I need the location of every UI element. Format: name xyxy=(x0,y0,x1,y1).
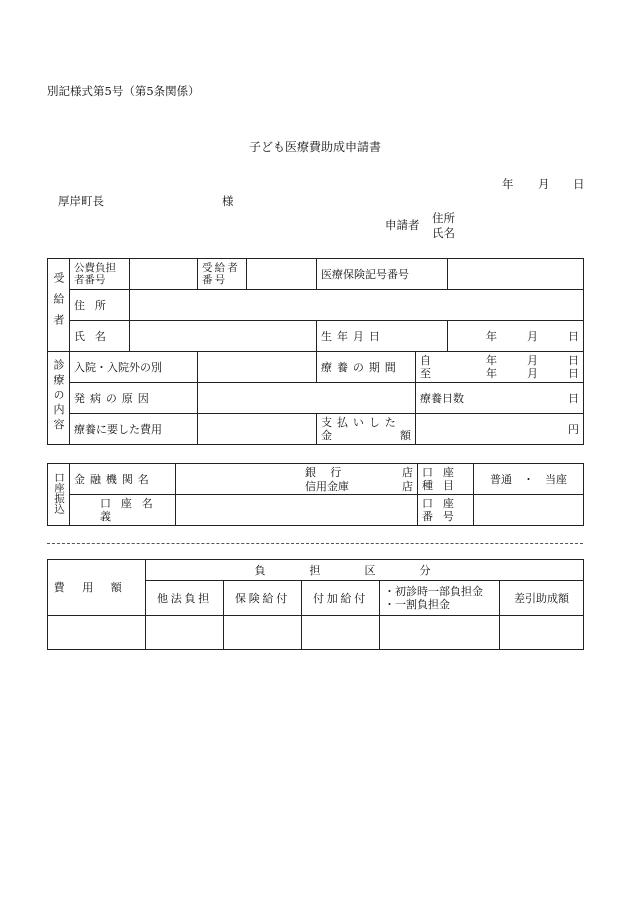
honorific: 様 xyxy=(222,194,234,208)
period-from-year: 年 xyxy=(486,354,497,367)
period-from-day: 日 xyxy=(568,354,579,367)
period-from-label: 自 xyxy=(420,354,431,367)
account-no-input[interactable] xyxy=(474,495,584,526)
cause-label: 発病の原因 xyxy=(70,383,198,414)
cost-amount-input[interactable] xyxy=(48,616,146,650)
insurance-no-input[interactable] xyxy=(448,259,584,290)
account-type-label-line2: 種目 xyxy=(422,479,464,492)
bank-group-cell xyxy=(48,464,70,526)
period-to-month: 月 xyxy=(527,367,538,380)
insurance-no-label: 医療保険記号番号 xyxy=(317,259,448,290)
date-day-label: 日 xyxy=(573,177,585,191)
birthdate-input[interactable] xyxy=(448,321,584,352)
care-group-label: 診療の内容 xyxy=(52,359,65,434)
recipient-group-label: 受給者 xyxy=(52,272,65,335)
net-input[interactable] xyxy=(500,616,584,650)
treatment-days-label: 療養日数 xyxy=(420,391,464,405)
institution-input[interactable] xyxy=(176,464,418,495)
burden-header: 負担区分 xyxy=(146,560,584,581)
page-title: 子ども医療費助成申請書 xyxy=(248,140,381,154)
col-net: 差引助成額 xyxy=(500,581,584,616)
col-copay-line2: ・一割負担金 xyxy=(384,598,450,611)
insurance-input[interactable] xyxy=(224,616,302,650)
public-payer-input[interactable] xyxy=(130,259,198,290)
treatment-days-unit: 日 xyxy=(568,391,579,405)
applicant-label: 申請者 xyxy=(385,218,420,232)
copay-input[interactable] xyxy=(380,616,500,650)
period-input[interactable] xyxy=(416,352,584,383)
recipient-no-label: 受給者番号 xyxy=(198,259,247,290)
period-to-day: 日 xyxy=(568,367,579,380)
main-table xyxy=(47,258,584,445)
date-year-label: 年 xyxy=(502,177,514,191)
name-input[interactable] xyxy=(130,321,317,352)
cause-input[interactable] xyxy=(198,383,416,414)
col-copay-line1: ・初診時一部負担金 xyxy=(384,585,483,598)
account-no-label xyxy=(418,495,474,526)
paid-amount-label-cell xyxy=(317,414,416,445)
yen-unit: 円 xyxy=(568,422,579,436)
account-no-label-line2: 番号 xyxy=(422,510,464,523)
cost-amount-label: 費用額 xyxy=(48,560,146,616)
branch-label-1: 店 xyxy=(402,466,413,479)
cut-line xyxy=(47,543,583,544)
account-type-label-line1: 口座 xyxy=(422,466,464,479)
name-label: 氏名 xyxy=(70,321,130,352)
shinkin-label: 信用金庫 xyxy=(305,480,349,493)
col-additional: 付加給付 xyxy=(302,581,380,616)
care-group-cell xyxy=(48,352,70,445)
paid-amount-input[interactable] xyxy=(416,414,584,445)
cost-label: 療養に要した費用 xyxy=(70,414,198,445)
birthdate-label: 生年月日 xyxy=(317,321,448,352)
holder-label: 口座名義 xyxy=(70,495,176,526)
birth-year-label: 年 xyxy=(486,329,497,343)
birth-day-label: 日 xyxy=(568,329,579,343)
address-input[interactable] xyxy=(130,290,584,321)
burden-table xyxy=(47,559,584,650)
account-type-select[interactable]: 普通 ・ 当座 xyxy=(474,464,584,495)
recipient-no-input[interactable] xyxy=(247,259,317,290)
birth-month-label: 月 xyxy=(527,329,538,343)
inout-label: 入院・入院外の別 xyxy=(70,352,198,383)
account-no-label-line1: 口座 xyxy=(422,497,464,510)
inout-input[interactable] xyxy=(198,352,317,383)
addressee: 厚岸町長 xyxy=(58,194,104,208)
applicant-name-label: 氏名 xyxy=(432,226,455,240)
recipient-group-cell xyxy=(48,259,70,352)
period-to-year: 年 xyxy=(486,367,497,380)
branch-label-2: 店 xyxy=(402,480,413,493)
cost-input[interactable] xyxy=(198,414,317,445)
bank-label: 銀行 xyxy=(305,466,356,479)
period-from-month: 月 xyxy=(527,354,538,367)
paid-label-line2-a: 金 xyxy=(321,429,332,442)
account-type-label xyxy=(418,464,474,495)
public-payer-label: 公費負担者番号 xyxy=(70,259,130,290)
form-number-label: 別記様式第5号（第5条関係） xyxy=(47,84,200,98)
holder-input[interactable] xyxy=(176,495,418,526)
other-law-input[interactable] xyxy=(146,616,224,650)
period-label: 療養の期間 xyxy=(317,352,416,383)
date-month-label: 月 xyxy=(538,177,550,191)
col-insurance: 保険給付 xyxy=(224,581,302,616)
paid-label-line2-b: 額 xyxy=(400,429,411,442)
period-to-label: 至 xyxy=(420,367,431,380)
applicant-address-label: 住所 xyxy=(432,211,455,225)
address-label: 住所 xyxy=(70,290,130,321)
institution-label: 金融機関名 xyxy=(70,464,176,495)
paid-label-line1: 支払いした xyxy=(321,416,401,429)
treatment-days-input[interactable] xyxy=(416,383,584,414)
bank-group-label: 口座振込 xyxy=(53,472,65,514)
col-other-law: 他法負担 xyxy=(146,581,224,616)
additional-input[interactable] xyxy=(302,616,380,650)
bank-table xyxy=(47,463,584,526)
col-copay xyxy=(380,581,500,616)
